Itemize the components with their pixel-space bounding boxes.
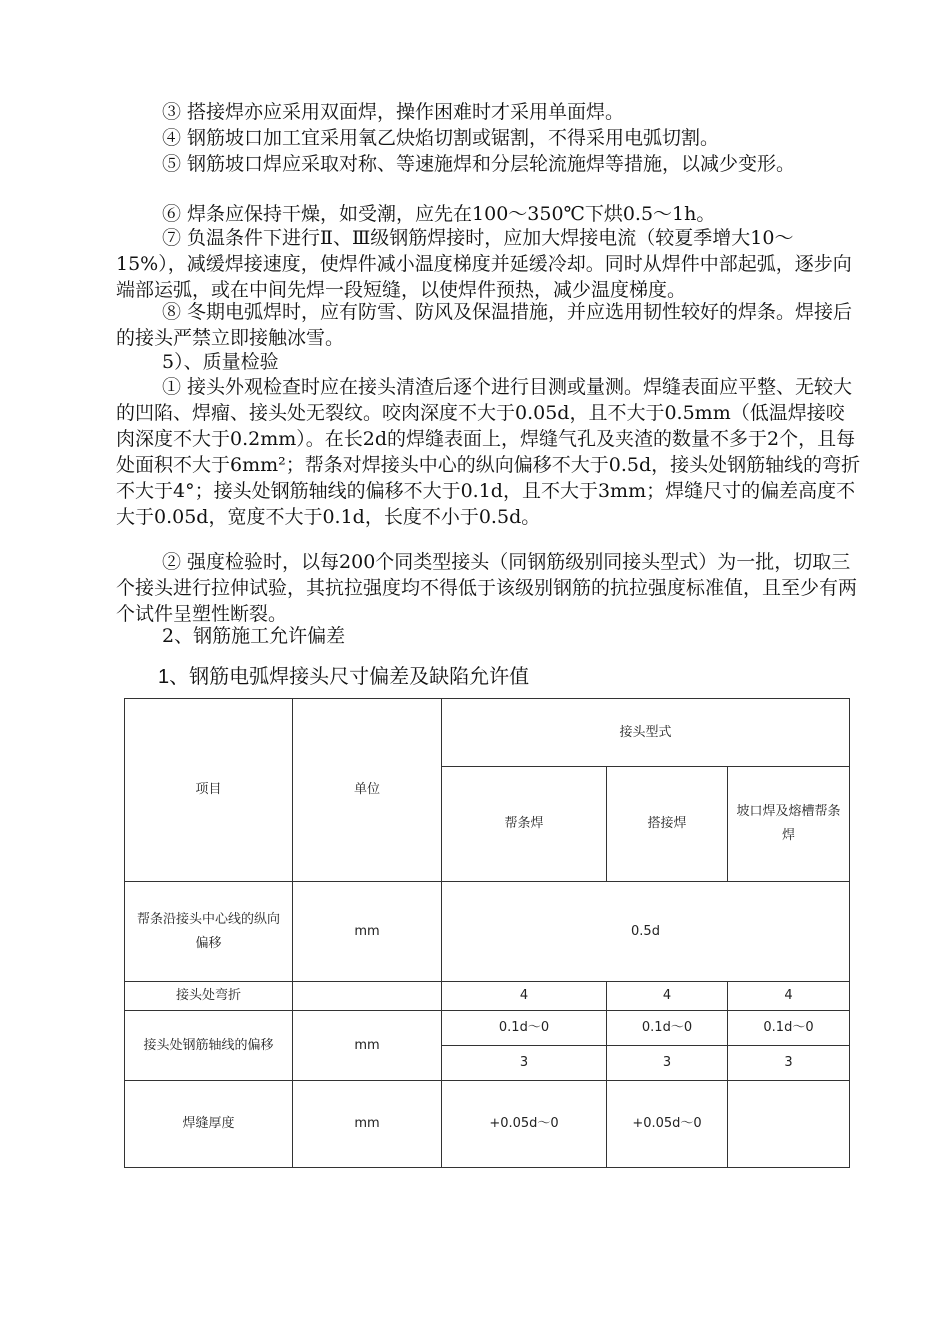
table-row [125, 1011, 850, 1046]
row-value: 0.1d～0 [607, 1011, 728, 1046]
row-unit: mm [293, 1011, 442, 1081]
paragraph-strength-check: ② 强度检验时，以每200个同类型接头（同钢筋级别同接头型式）为一批，切取三个接头进行拉伸试验，其抗拉强度均不得低于该级别钢筋的抗拉强度标准值，且至少有两个试件呈塑性断裂。 [116, 551, 858, 625]
row-value: 3 [442, 1046, 607, 1081]
paragraph-7: ⑦ 负温条件下进行Ⅱ、Ⅲ级钢筋焊接时，应加大焊接电流（较夏季增大10～15%），减缓焊接速度，使焊件减小温度梯度并延缓冷却。同时从焊件中部起弧，逐步向端部运弧，或在中间先焊一段短缝，以使焊件预热，减少温度梯度。 [116, 227, 852, 301]
row-value: 4 [728, 982, 850, 1011]
row-item: 接头处弯折 [125, 982, 293, 1011]
row-item: 焊缝厚度 [125, 1081, 293, 1168]
row-value: +0.05d～0 [442, 1081, 607, 1168]
section-tolerance: 2、钢筋施工允许偏差 [162, 625, 346, 647]
paragraph-3: ③ 搭接焊亦应采用双面焊，操作困难时才采用单面焊。 [162, 101, 625, 123]
row-value: 4 [442, 982, 607, 1011]
row-value [728, 1081, 850, 1168]
paragraph-appearance-check: ① 接头外观检查时应在接头清渣后逐个进行目测或量测。焊缝表面应平整、无较大的凹陷、焊瘤、接头处无裂纹。咬肉深度不大于0.05d，且不大于0.5mm（低温焊接咬肉深度不大于0.2mm）。在长2d的焊缝表面上，焊缝气孔及夹渣的数量不多于2个，且每处面积不大于6mm²；帮条对焊接头中心的纵向偏移不大于0.5d，接头处钢筋轴线的弯折不大于4°；接头处钢筋轴线的偏移不大于0.1d，且不大于3mm；焊缝尺寸的偏差高度不大于0.05d，宽度不大于0.1d，长度不小于0.5d。 [116, 376, 861, 528]
row-unit [293, 982, 442, 1011]
table-header-row [125, 699, 850, 767]
table-title: 1、钢筋电弧焊接头尺寸偏差及缺陷允许值 [158, 666, 530, 688]
header-joint-type: 接头型式 [442, 699, 850, 767]
row-unit: mm [293, 1081, 442, 1168]
row-value: 0.1d～0 [728, 1011, 850, 1046]
tolerance-table [124, 698, 850, 1168]
header-unit: 单位 [293, 699, 442, 882]
table-row [125, 982, 850, 1011]
table-row [125, 882, 850, 982]
paragraph-4: ④ 钢筋坡口加工宜采用氧乙炔焰切割或锯割，不得采用电弧切割。 [162, 127, 720, 149]
row-value: 0.1d～0 [442, 1011, 607, 1046]
row-value: +0.05d～0 [607, 1081, 728, 1168]
table-row [125, 1081, 850, 1168]
header-item: 项目 [125, 699, 293, 882]
row-value: 3 [607, 1046, 728, 1081]
paragraph-8: ⑧ 冬期电弧焊时，应有防雪、防风及保温措施，并应选用韧性较好的焊条。焊接后的接头严禁立即接触冰雪。 [116, 301, 853, 349]
header-groove-weld: 坡口焊及熔槽帮条焊 [728, 767, 850, 882]
paragraph-6: ⑥ 焊条应保持干燥，如受潮，应先在100～350℃下烘0.5～1h。 [162, 203, 716, 225]
row-value: 3 [728, 1046, 850, 1081]
header-lap-weld: 搭接焊 [607, 767, 728, 882]
row-item: 接头处钢筋轴线的偏移 [125, 1011, 293, 1081]
section-quality-inspection: 5）、质量检验 [162, 351, 279, 373]
row-unit: mm [293, 882, 442, 982]
paragraph-5: ⑤ 钢筋坡口焊应采取对称、等速施焊和分层轮流施焊等措施，以减少变形。 [162, 153, 796, 175]
row-value: 4 [607, 982, 728, 1011]
row-value: 0.5d [442, 882, 850, 982]
header-strap-weld: 帮条焊 [442, 767, 607, 882]
row-item: 帮条沿接头中心线的纵向偏移 [125, 882, 293, 982]
